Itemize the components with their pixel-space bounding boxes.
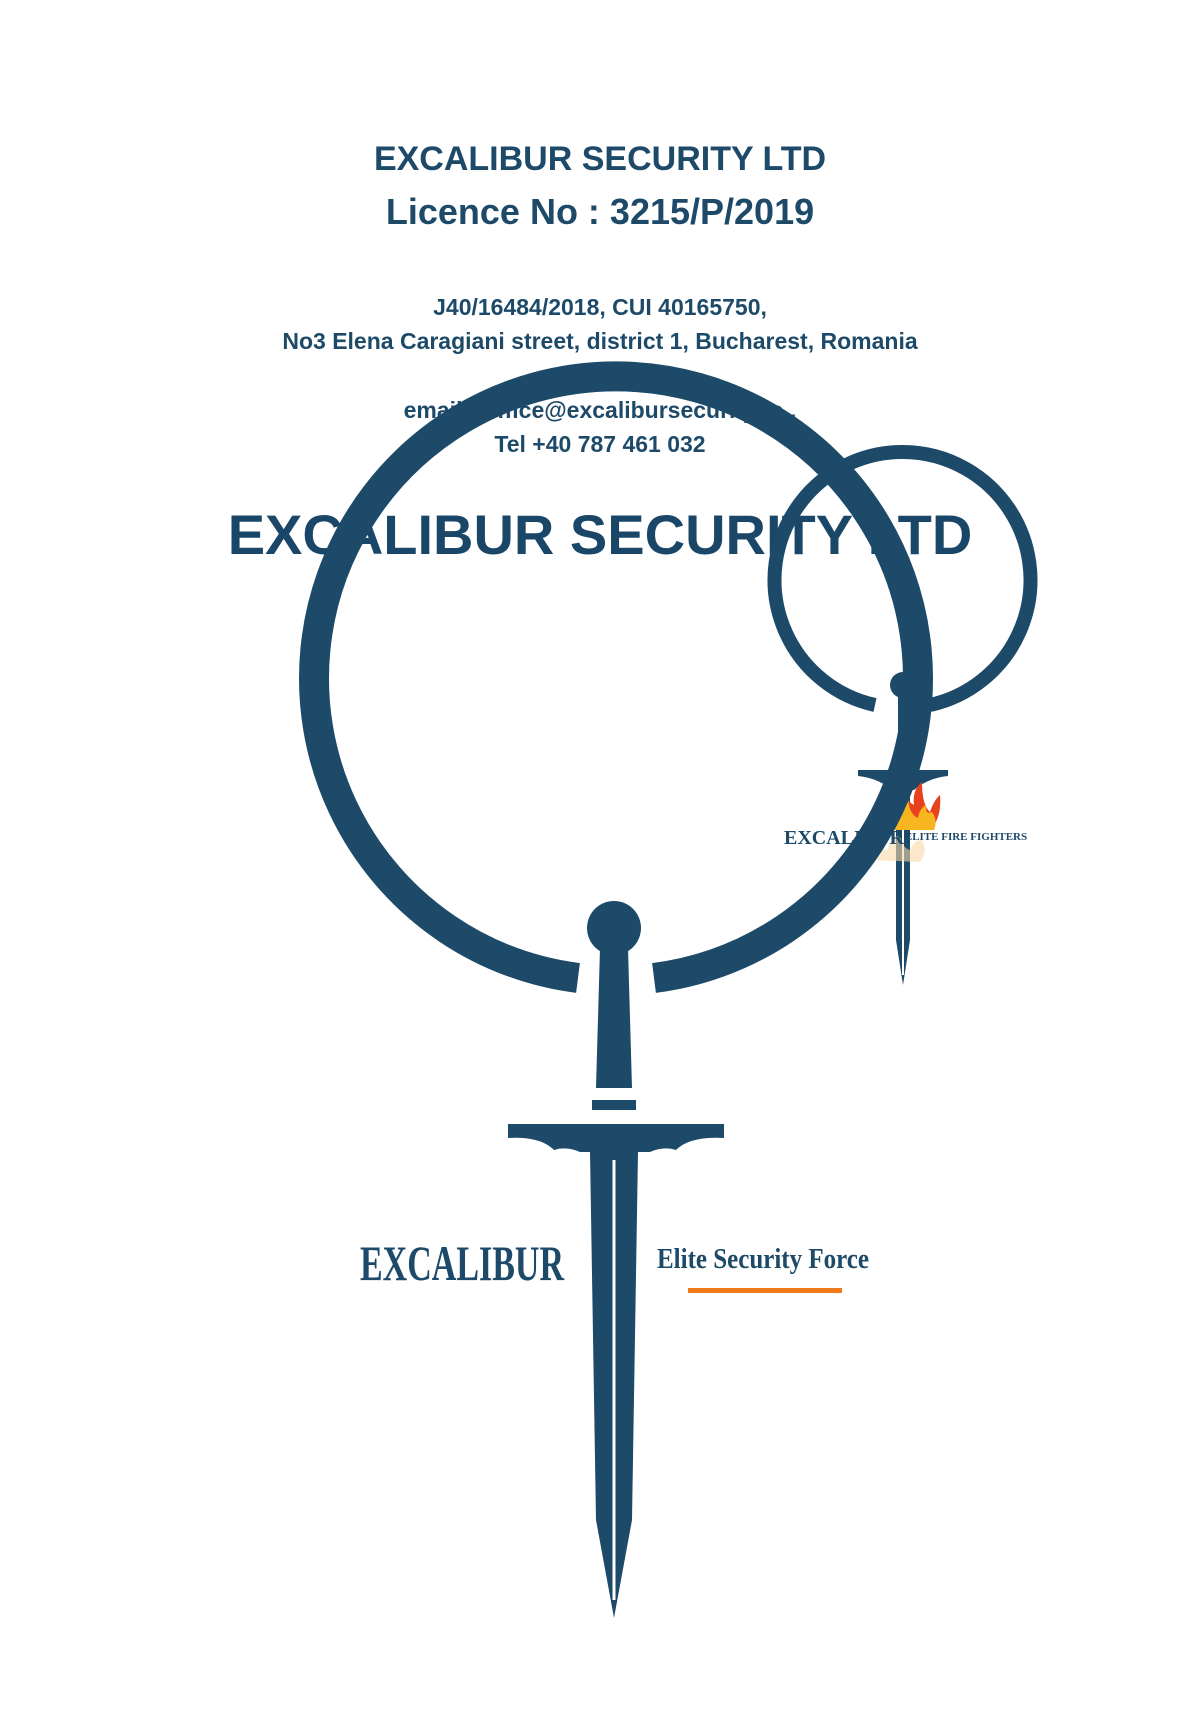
telephone-line: Tel +40 787 461 032	[494, 431, 706, 457]
small-logo-left-text: EXCALIBUR	[783, 827, 905, 849]
address-line: No3 Elena Caragiani street, district 1, Bucharest, Romania	[282, 328, 918, 354]
orange-underline	[688, 1288, 842, 1293]
licence-number: Licence No : 3215/P/2019	[385, 191, 815, 232]
email-line: email : office@excalibursecurity.ro ,	[403, 397, 797, 423]
large-logo-left-text: EXCALIBUR	[360, 1235, 565, 1291]
large-logo-ring	[314, 376, 918, 978]
company-title-large: EXCALIBUR SECURITY LTD	[227, 503, 973, 566]
large-sword-pommel	[587, 901, 641, 955]
registration-line: J40/16484/2018, CUI 40165750,	[433, 294, 767, 320]
company-name-heading: EXCALIBUR SECURITY LTD	[373, 140, 827, 178]
small-logo-right-text: ELITE FIRE FIGHTERS	[904, 831, 1028, 843]
large-logo-right-text: Elite Security Force	[657, 1243, 870, 1275]
